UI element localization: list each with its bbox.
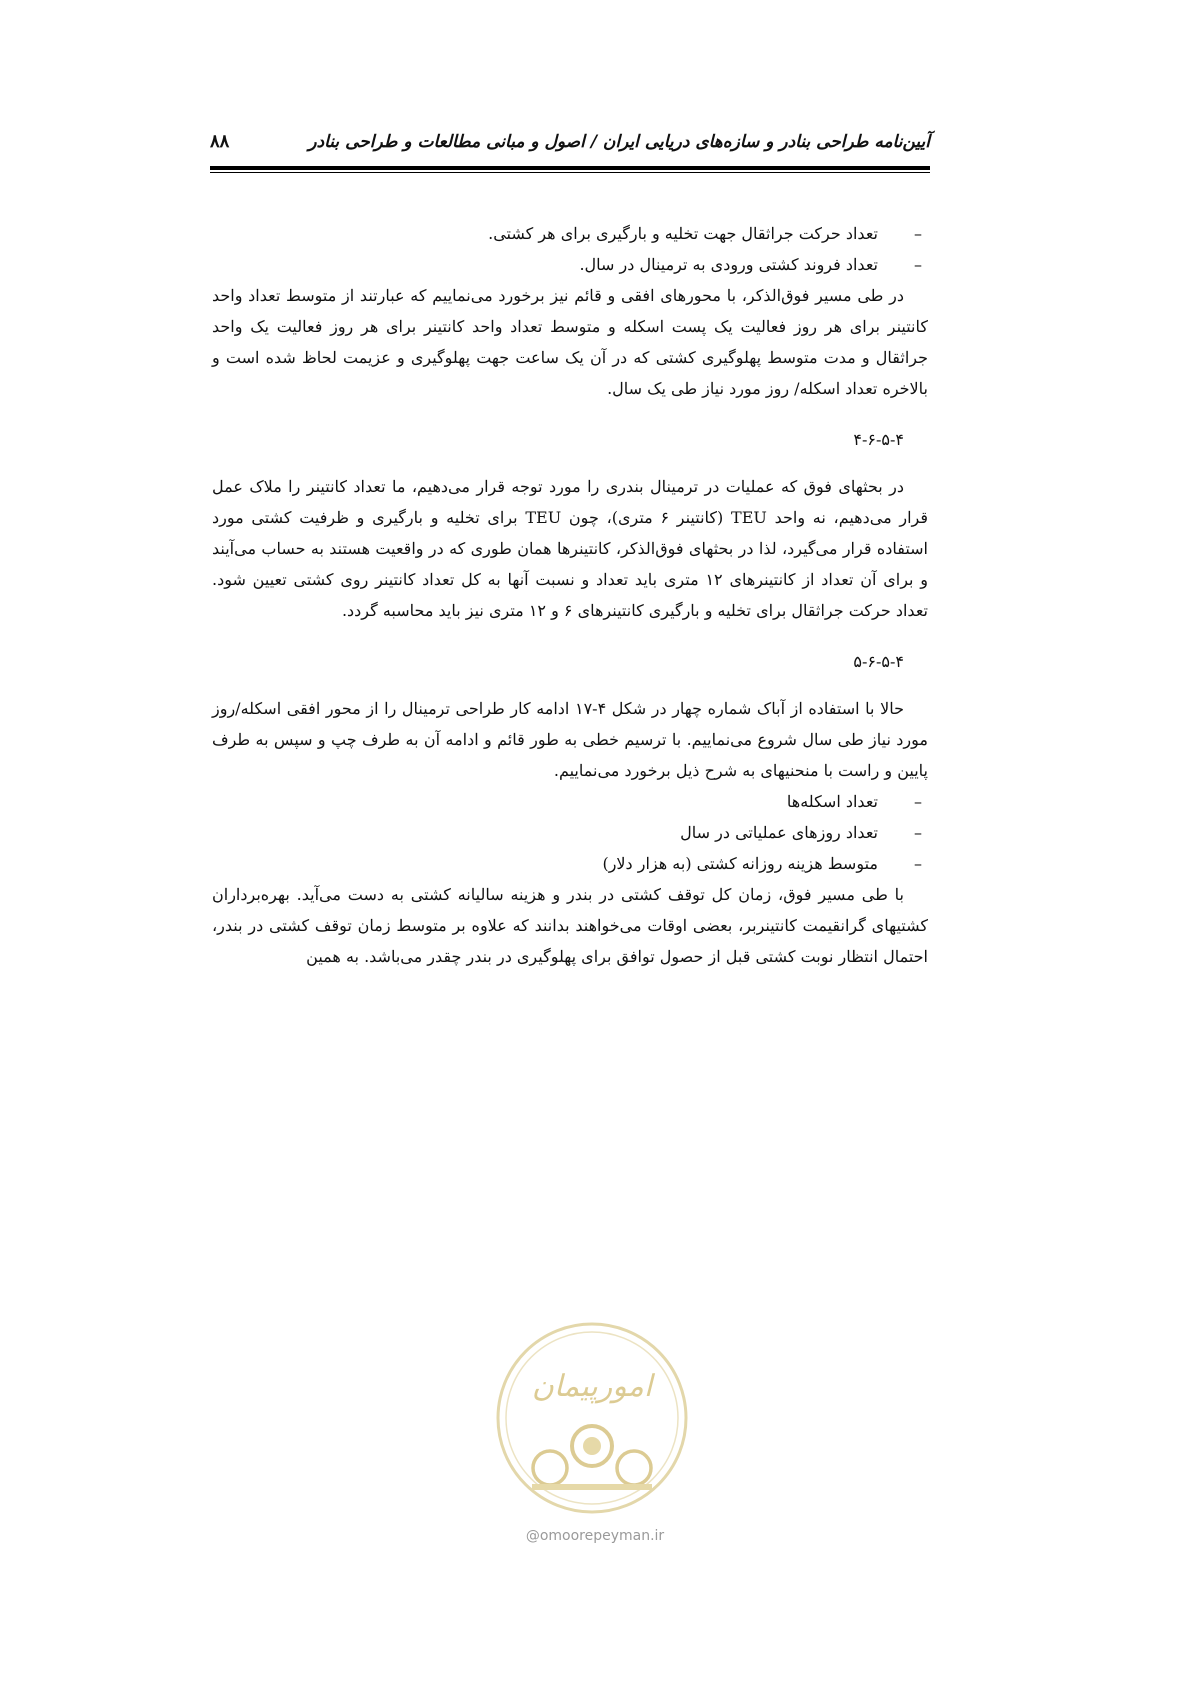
header-rule-thick bbox=[210, 166, 930, 170]
page-header bbox=[210, 130, 930, 164]
paragraph: حالا با استفاده از آباک شماره چهار در شکل ۴-۱۷ ادامه کار طراحی ترمینال را از محور افقی اسکله/روز مورد نیاز طی سال شروع می‌نماییم. با ترسیم خطی به طور قائم و ادامه آن به طرف چپ و سپس به طرف پایین و راست با منحنیهای به شرح ذیل برخورد می‌نماییم. bbox=[212, 699, 928, 780]
bullet-item: – تعداد روزهای عملیاتی در سال bbox=[212, 817, 928, 848]
watermark-url: @omoorepeyman.ir bbox=[525, 1528, 665, 1544]
header-title: آیین‌نامه طراحی بنادر و سازه‌های دریایی ایران / اصول و مبانی مطالعات و طراحی بنادر bbox=[308, 132, 930, 152]
header-rule-thin bbox=[210, 172, 930, 173]
body-text bbox=[212, 218, 928, 972]
watermark-seal-icon bbox=[492, 1318, 692, 1518]
seal-text: امورپیمان bbox=[531, 1369, 653, 1404]
bullet-item: – متوسط هزینه روزانه کشتی (به هزار دلار) bbox=[212, 848, 928, 879]
paragraph: در بحثهای فوق که عملیات در ترمینال بندری را مورد توجه قرار می‌دهیم، ما تعداد کانتینر را ملاک عمل قرار می‌دهیم، نه واحد TEU (کانتینر ۶ متری)، چون TEU برای تخلیه و بارگیری و ظرفیت کشتی مورد استفاده قرار می‌گیرد، لذا در بحثهای فوق‌الذکر، کانتینرها همان طوری که در واقعیت هستند به حساب می‌آیند و برای آن تعداد از کانتینرهای ۱۲ متری باید تعداد و نسبت آنها به کل تعداد کانتینر روی کشتی تعیین شود. تعداد حرکت جراثقال برای تخلیه و بارگیری کانتینرهای ۶ و ۱۲ متری نیز باید محاسبه گردد. bbox=[212, 477, 929, 620]
section-number: ۴-۶-۵-۴ bbox=[853, 430, 904, 449]
page-number: ۸۸ bbox=[210, 131, 230, 152]
bullet-item: – تعداد حرکت جراثقال جهت تخلیه و بارگیری برای هر کشتی. bbox=[212, 218, 928, 249]
bullet-item: – تعداد اسکله‌ها bbox=[212, 786, 928, 817]
paragraph: در طی مسیر فوق‌الذکر، با محورهای افقی و قائم نیز برخورد می‌نماییم که عبارتند از متوسط تعداد واحد کانتینر برای هر روز فعالیت یک پست اسکله و متوسط تعداد واحد کانتینر برای هر روز فعالیت یک واحد جراثقال و مدت متوسط پهلوگیری کشتی که در آن یک ساعت جهت پهلوگیری و عزیمت لحاظ شده است و بالاخره تعداد اسکله/ روز مورد نیاز طی یک سال. bbox=[212, 286, 929, 398]
bullet-item: – تعداد فروند کشتی ورودی به ترمینال در سال. bbox=[212, 249, 928, 280]
section-number: ۵-۶-۵-۴ bbox=[853, 652, 904, 671]
paragraph: با طی مسیر فوق، زمان کل توقف کشتی در بندر و هزینه سالیانه کشتی به دست می‌آید. بهره‌برداران کشتیهای گرانقیمت کانتینربر، بعضی اوقات می‌خواهند بدانند که علاوه بر متوسط زمان توقف کشتی در بندر، احتمال انتظار نوبت کشتی قبل از حصول توافق برای پهلوگیری در بندر چقدر می‌باشد. به همین bbox=[212, 885, 928, 966]
